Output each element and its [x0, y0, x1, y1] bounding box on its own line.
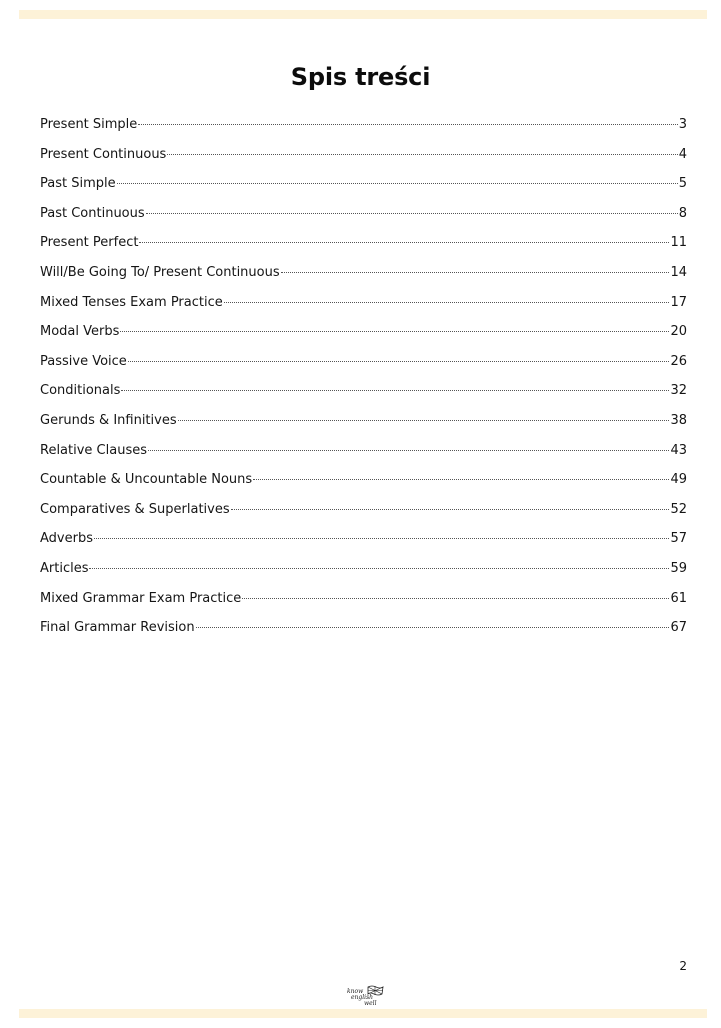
toc-dot-leader [253, 479, 669, 480]
toc-dot-leader [117, 183, 678, 184]
toc-entry-countable-uncountable[interactable] [40, 472, 687, 502]
toc-entry-page: 59 [670, 560, 687, 576]
toc-entry-page: 5 [678, 176, 687, 192]
toc-dot-leader [138, 124, 677, 125]
toc-dot-leader [139, 242, 669, 243]
top-accent-band [19, 10, 707, 19]
toc-entry-title: Present Perfect [40, 235, 139, 251]
toc-entry-page: 4 [678, 146, 687, 162]
toc-dot-leader [121, 390, 669, 391]
toc-entry-final-revision[interactable] [40, 620, 687, 650]
toc-entry-title: Passive Voice [40, 353, 127, 369]
toc-entry-title: Past Simple [40, 176, 116, 192]
toc-entry-page: 8 [678, 205, 687, 221]
toc-entry-page: 67 [670, 620, 687, 636]
toc-entry-title: Present Continuous [40, 146, 167, 162]
page-title: Spis treści [290, 63, 431, 91]
toc-dot-leader [148, 450, 669, 451]
toc-dot-leader [178, 420, 670, 421]
toc-dot-leader [128, 361, 670, 362]
toc-entry-past-simple[interactable] [40, 176, 687, 206]
toc-entry-present-simple[interactable] [40, 117, 687, 147]
toc-dot-leader [281, 272, 670, 273]
toc-entry-will-be-going-to[interactable] [40, 265, 687, 295]
toc-entry-page: 3 [678, 117, 687, 132]
toc-dot-leader [242, 598, 669, 599]
toc-entry-conditionals[interactable] [40, 383, 687, 413]
toc-entry-present-perfect[interactable] [40, 235, 687, 265]
toc-entry-adverbs[interactable] [40, 531, 687, 561]
toc-entry-page: 43 [670, 442, 687, 458]
page-number: 2 [679, 959, 687, 973]
toc-entry-page: 20 [670, 324, 687, 340]
toc-entry-page: 32 [670, 383, 687, 399]
toc-entry-passive-voice[interactable] [40, 354, 687, 384]
toc-entry-title: Mixed Grammar Exam Practice [40, 590, 242, 606]
toc-entry-title: Gerunds & Infinitives [40, 412, 177, 428]
toc-entry-page: 52 [670, 501, 687, 517]
toc-entry-title: Final Grammar Revision [40, 620, 195, 636]
logo-word-well: well [364, 1000, 377, 1007]
toc-entry-gerunds-infinitives[interactable] [40, 413, 687, 443]
toc-entry-mixed-tenses[interactable] [40, 295, 687, 325]
toc-entry-page: 49 [670, 472, 687, 488]
toc-entry-comparatives-superlatives[interactable] [40, 502, 687, 532]
toc-entry-page: 26 [670, 353, 687, 369]
toc-entry-past-continuous[interactable] [40, 206, 687, 236]
toc-entry-title: Articles [40, 560, 89, 576]
toc-entry-title: Present Simple [40, 117, 138, 132]
toc-entry-page: 57 [670, 531, 687, 547]
toc-dot-leader [89, 568, 669, 569]
toc-dot-leader [120, 331, 669, 332]
toc-entry-page: 11 [670, 235, 687, 251]
toc-entry-title: Countable & Uncountable Nouns [40, 472, 253, 488]
toc-entry-page: 17 [670, 294, 687, 310]
toc-entry-title: Comparatives & Superlatives [40, 501, 230, 517]
toc-entry-title: Will/Be Going To/ Present Continuous [40, 264, 280, 280]
toc-entry-relative-clauses[interactable] [40, 443, 687, 473]
toc-entry-articles[interactable] [40, 561, 687, 591]
toc-dot-leader [196, 627, 670, 628]
toc-dot-leader [94, 538, 669, 539]
toc-entry-page: 38 [670, 412, 687, 428]
toc-entry-mixed-grammar[interactable] [40, 591, 687, 621]
table-of-contents [40, 117, 687, 650]
toc-dot-leader [146, 213, 678, 214]
toc-entry-title: Past Continuous [40, 205, 145, 221]
logo-word-know: know [347, 988, 364, 995]
toc-entry-modal-verbs[interactable] [40, 324, 687, 354]
toc-dot-leader [167, 154, 677, 155]
toc-entry-title: Relative Clauses [40, 442, 147, 458]
logo-word-english: english [351, 994, 374, 1001]
toc-entry-page: 14 [670, 264, 687, 280]
toc-dot-leader [224, 302, 670, 303]
toc-entry-title: Adverbs [40, 531, 93, 547]
toc-entry-page: 61 [670, 590, 687, 606]
brand-logo [343, 984, 385, 1008]
toc-entry-present-continuous[interactable] [40, 147, 687, 177]
toc-dot-leader [231, 509, 670, 510]
bottom-accent-band [19, 1009, 707, 1018]
toc-entry-title: Modal Verbs [40, 324, 120, 340]
toc-entry-title: Conditionals [40, 383, 121, 399]
toc-entry-title: Mixed Tenses Exam Practice [40, 294, 223, 310]
